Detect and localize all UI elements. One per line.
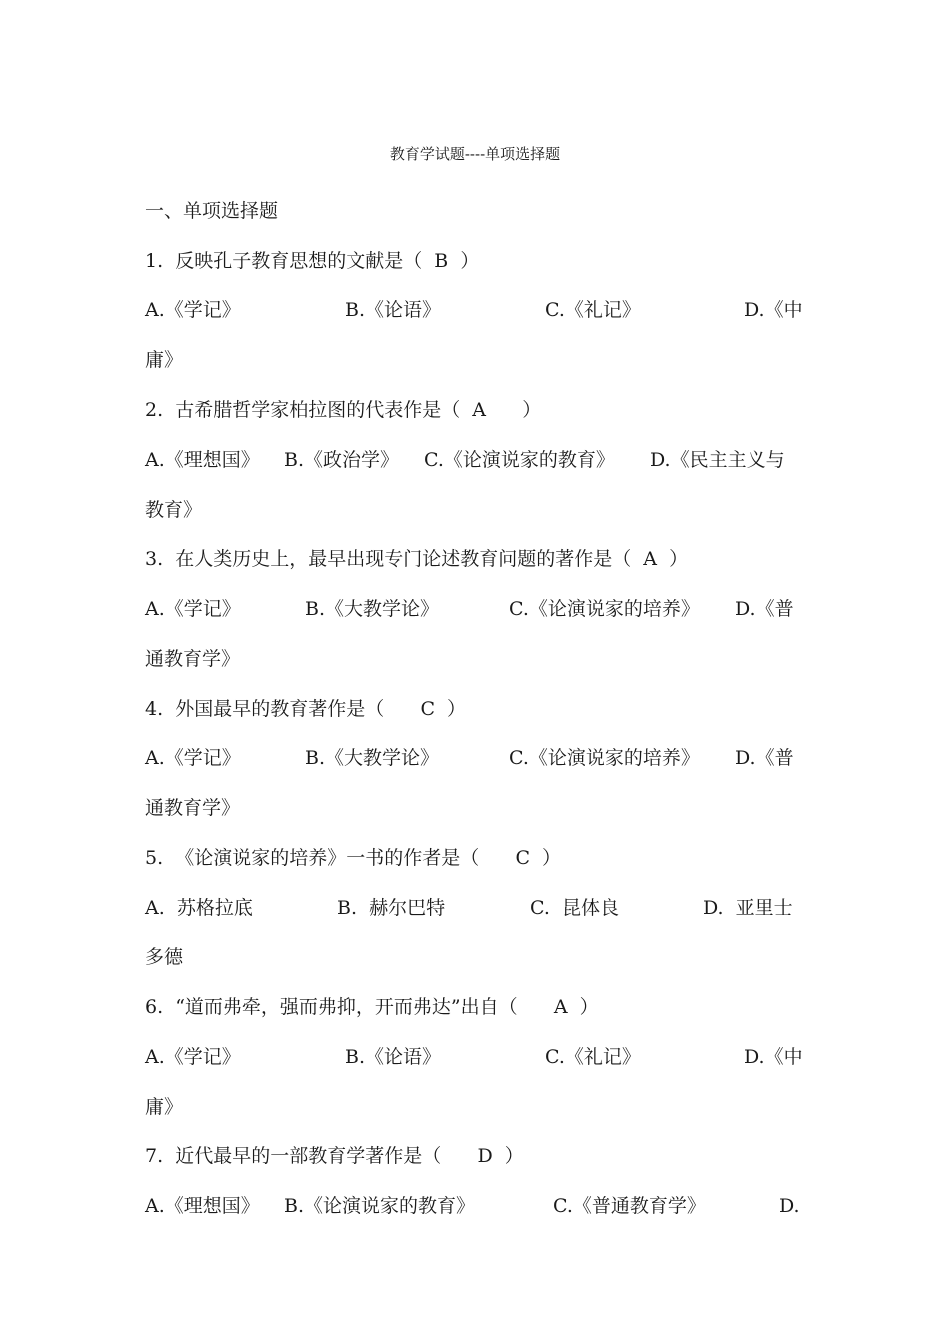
- question-7-option-a: A.《理想国》: [145, 1195, 260, 1217]
- question-2-continuation: 教育》: [145, 499, 203, 521]
- question-3-options: [145, 595, 815, 623]
- question-3-option-b: B.《大教学论》: [305, 598, 440, 620]
- question-3-option-a: A.《学记》: [145, 598, 241, 620]
- section-heading: 一、单项选择题: [145, 200, 279, 222]
- question-1-option-d: D.《中: [744, 299, 803, 321]
- question-2-option-a: A.《理想国》: [145, 449, 260, 471]
- question-3-stem: 3. 在人类历史上，最早出现专门论述教育问题的著作是（ A ）: [145, 548, 689, 570]
- question-1-options: [145, 296, 815, 324]
- question-6-continuation: 庸》: [145, 1096, 184, 1118]
- question-5-continuation: 多德: [145, 946, 184, 968]
- question-1-continuation: 庸》: [145, 349, 184, 371]
- question-7-options: [145, 1192, 815, 1220]
- question-6-option-d: D.《中: [744, 1046, 803, 1068]
- question-3-option-c: C.《论演说家的培养》: [509, 598, 700, 620]
- question-7-option-b: B.《论演说家的教育》: [284, 1195, 476, 1217]
- question-6-stem: 6. “道而弗牵，强而弗抑，开而弗达”出自（ A ）: [145, 996, 599, 1018]
- question-6-options: [145, 1043, 815, 1071]
- question-7-option-d: D.: [779, 1195, 800, 1217]
- question-2-option-c: C.《论演说家的教育》: [424, 449, 615, 471]
- question-6-option-b: B.《论语》: [345, 1046, 442, 1068]
- question-6-option-a: A.《学记》: [145, 1046, 241, 1068]
- question-2-option-b: B.《政治学》: [284, 449, 400, 471]
- question-4-option-a: A.《学记》: [145, 747, 241, 769]
- question-1-option-c: C.《礼记》: [545, 299, 641, 321]
- question-4-option-d: D.《普: [735, 747, 794, 769]
- question-2-option-d: D.《民主主义与: [650, 449, 785, 471]
- question-5-stem: 5. 《论演说家的培养》一书的作者是（ C ）: [145, 847, 562, 869]
- question-4-option-b: B.《大教学论》: [305, 747, 440, 769]
- question-5-option-a: A. 苏格拉底: [145, 897, 253, 919]
- question-6-option-c: C.《礼记》: [545, 1046, 641, 1068]
- question-5-option-d: D. 亚里士: [703, 897, 793, 919]
- question-2-stem: 2. 古希腊哲学家柏拉图的代表作是（ A ）: [145, 399, 542, 421]
- question-3-option-d: D.《普: [735, 598, 794, 620]
- question-4-option-c: C.《论演说家的培养》: [509, 747, 700, 769]
- question-3-continuation: 通教育学》: [145, 648, 241, 670]
- question-1-option-b: B.《论语》: [345, 299, 442, 321]
- question-2-options: [145, 446, 815, 474]
- document-title: 教育学试题----单项选择题: [389, 145, 561, 163]
- question-7-stem: 7. 近代最早的一部教育学著作是（ D ）: [145, 1145, 524, 1167]
- question-5-option-b: B. 赫尔巴特: [337, 897, 446, 919]
- question-1-stem: 1. 反映孔子教育思想的文献是（ B ）: [145, 250, 480, 272]
- question-4-stem: 4. 外国最早的教育著作是（ C ）: [145, 698, 467, 720]
- question-4-continuation: 通教育学》: [145, 797, 241, 819]
- question-5-options: [145, 894, 815, 922]
- question-1-option-a: A.《学记》: [145, 299, 241, 321]
- question-5-option-c: C. 昆体良: [530, 897, 619, 919]
- question-7-option-c: C.《普通教育学》: [553, 1195, 706, 1217]
- question-4-options: [145, 744, 815, 772]
